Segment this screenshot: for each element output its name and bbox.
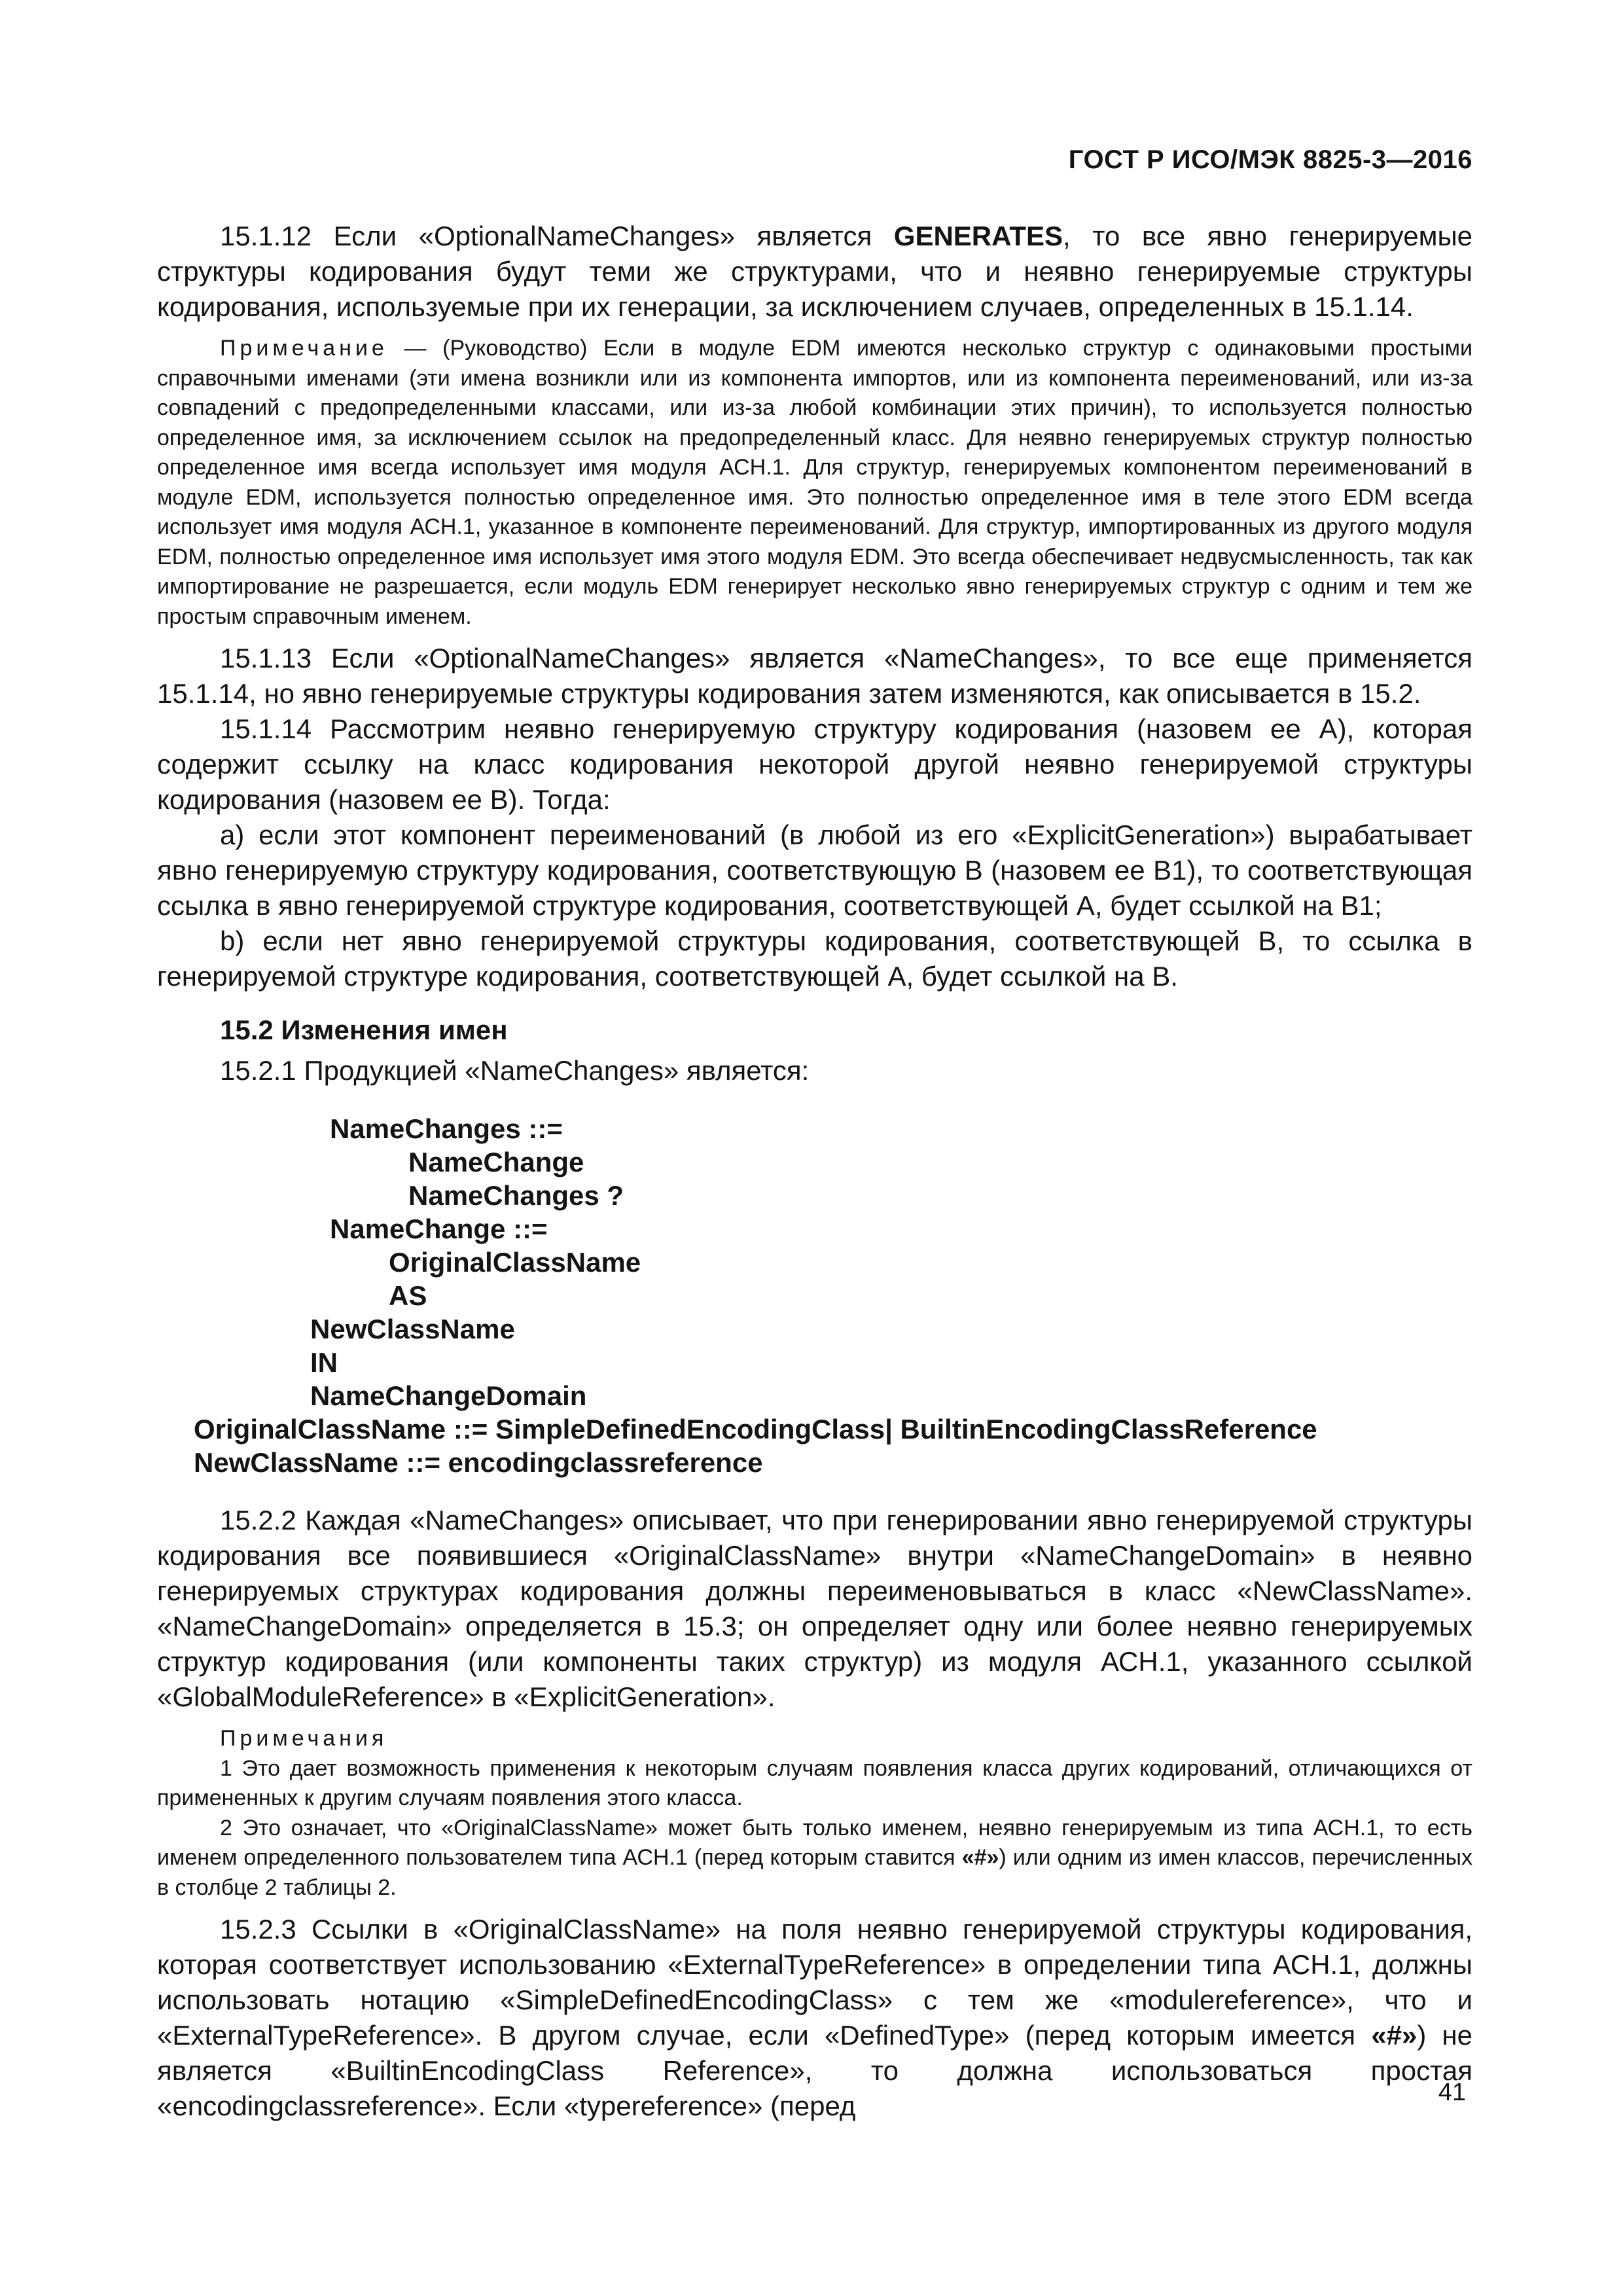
notes-label (157, 1724, 1472, 1754)
note-text: — (Руководство) Если в модуле EDM имеются несколько структур с одинаковыми простыми справочными именами (эти имена возникли или из компонента импортов, или из компонента переименований, или из-за совпадений с предопределенными классами, или из-за любой комбинации этих причин), то используется полностью определенное имя, за исключением ссылок на предопределенный класс. Для неявно генерируемых структур полностью определенное имя всегда использует имя модуля АСН.1. Для структур, генерируемых компонентом переименований в модуле EDM, используется полностью определенное имя. Это полностью определенное имя в теле этого EDM всегда использует имя модуля АСН.1, указанное в компоненте переименований. Для структур, импортированных из другого модуля EDM, полностью определенное имя использует имя этого модуля EDM. Это всегда обеспечивает недвусмысленность, так как импортирование не разрешается, если модуль EDM генерирует несколько явно генерируемых структур с одним и тем же простым справочным именем. (157, 336, 1472, 629)
paragraph-15-1-14: 15.1.14 Рассмотрим неявно генерируемую структуру кодирования (назовем ее A), которая содержит ссылку на класс кодирования некоторой другой неявно генерируемой структуры кодирования (назовем ее B). Тогда: (157, 713, 1472, 815)
grammar-line: NameChange ::= (330, 1213, 548, 1244)
paragraph-15-1-12 (157, 219, 1472, 325)
paragraph-text: 15.2.3 Ссылки в «OriginalClassName» на поля неявно генерируемой структуры кодирования, которая соответствует использованию «ExternalTypeReference» в определении типа АСН.1, должны использовать нотацию «SimpleDefinedEncodingClass» с тем же «modulereference», что и «ExternalTypeReference». В другом случае, если «DefinedType» (перед которым имеется (157, 1914, 1472, 2051)
grammar-line: OriginalClassName (389, 1247, 641, 1278)
bold-keyword: GENERATES (893, 221, 1063, 251)
grammar-line: NewClassName (310, 1314, 515, 1344)
bold-symbol: «#» (1371, 2020, 1418, 2051)
section-heading-15-2: 15.2 Изменения имен (220, 1014, 508, 1045)
grammar-block (157, 1112, 1472, 1479)
grammar-line: NameChanges ? (408, 1180, 624, 1211)
bold-symbol: «#» (961, 1845, 999, 1870)
grammar-line: NameChanges ::= (330, 1113, 563, 1144)
note-text: 2 Это означает, что «OriginalClassName» может быть только именем, неявно генерируемым из типа АСН.1, то есть именем определенного пользователем типа АСН.1 (перед которым ставится (157, 1815, 1472, 1870)
note-label: Примечание (220, 336, 388, 361)
paragraph-text: ) не является «BuiltinEncodingClass Reference», то должна использоваться простая «encodingclassreference». Если «typereference» (перед (157, 2020, 1472, 2121)
document-body (157, 219, 1472, 2124)
grammar-line: NameChange (408, 1147, 584, 1177)
list-item-a: a) если этот компонент переименований (в любой из его «ExplicitGeneration») вырабатывает явно генерируемую структуру кодирования, соответствующую B (назовем ее B1), то соответствующая ссылка в явно генерируемой структуре кодирования, соответствующей A, будет ссылкой на B1; (157, 819, 1472, 921)
grammar-line: NameChangeDomain (310, 1380, 587, 1411)
grammar-line: AS (389, 1280, 427, 1311)
note-text: ) или одним из имен классов, перечисленных в столбце 2 таблицы 2. (157, 1845, 1472, 1900)
paragraph-15-2-1: 15.2.1 Продукцией «NameChanges» является: (220, 1055, 810, 1086)
paragraph-text: 15.1.12 Если «OptionalNameChanges» является (220, 221, 894, 251)
note-2 (157, 1814, 1472, 1903)
grammar-line: IN (310, 1347, 338, 1378)
paragraph-15-1-13: 15.1.13 Если «OptionalNameChanges» является «NameChanges», то все еще применяется 15.1.14, но явно генерируемые структуры кодирования затем изменяются, как описывается в 15.2. (157, 643, 1472, 709)
page-number: 41 (1438, 2079, 1466, 2106)
paragraph-15-2-2: 15.2.2 Каждая «NameChanges» описывает, что при генерировании явно генерируемой структуры кодирования все появившиеся «OriginalClassName» внутри «NameChangeDomain» в неявно генерируемых структурах кодирования должны переименовываться в класс «NewClassName». «NameChangeDomain» определяется в 15.3; он определяет одну или более неявно генерируемых структур кодирования (или компоненты таких структур) из модуля АСН.1, указанного ссылкой «GlobalModuleReference» в «ExplicitGeneration». (157, 1505, 1472, 1712)
list-item-b: b) если нет явно генерируемой структуры кодирования, соответствующей B, то ссылка в генерируемой структуре кодирования, соответствующей A, будет ссылкой на B. (157, 925, 1472, 992)
note-1: 1 Это дает возможность применения к некоторым случаям появления класса других кодирований, отличающихся от примененных к другим случаям появления этого класса. (157, 1755, 1472, 1810)
document-header: ГОСТ Р ИСО/МЭК 8825-3—2016 (1068, 145, 1472, 174)
grammar-line: OriginalClassName ::= SimpleDefinedEncodingClass| BuiltinEncodingClassReference (194, 1414, 1317, 1444)
notes-label-text: Примечания (220, 1726, 388, 1751)
note-guidance (157, 334, 1472, 632)
paragraph-text: , то все явно генерируемые структуры кодирования будут теми же структурами, что и неявно генерируемые структуры кодирования, используемые при их генерации, за исключением случаев, определенных в 15.1.14. (157, 221, 1472, 322)
grammar-line: NewClassName ::= encodingclassreference (194, 1447, 763, 1478)
paragraph-15-2-3 (157, 1912, 1472, 2124)
